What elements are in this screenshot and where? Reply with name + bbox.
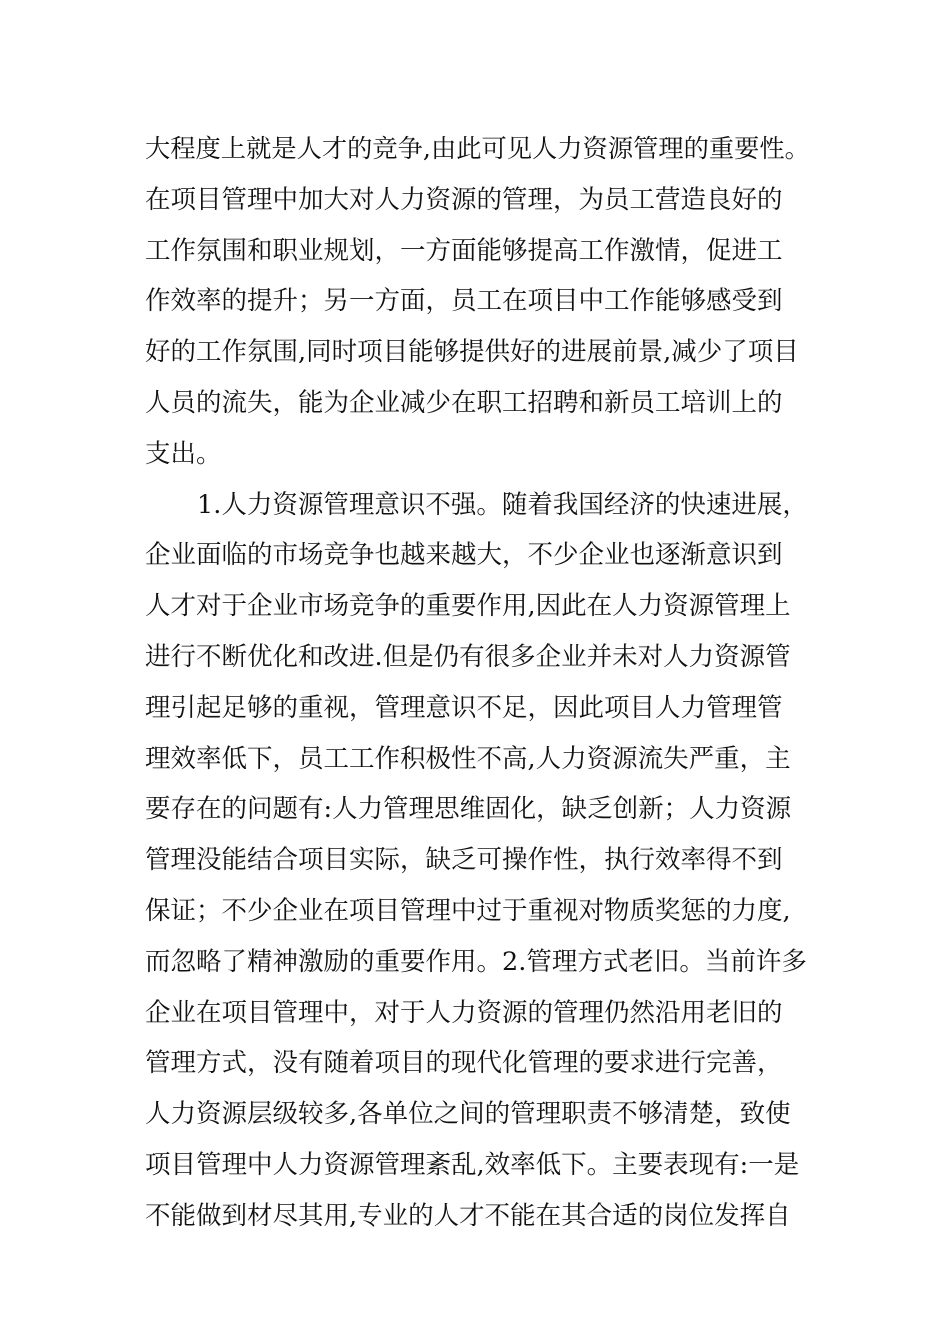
text-line: 进行不断优化和改进.但是仍有很多企业并未对人力资源管 bbox=[145, 641, 791, 672]
text-line: 支出。 bbox=[145, 438, 222, 469]
text-line: 管理没能结合项目实际，缺乏可操作性，执行效率得不到 bbox=[145, 845, 783, 876]
paragraph-start-line: 1.人力资源管理意识不强。随着我国经济的快速进展， bbox=[197, 489, 808, 520]
text-line: 要存在的问题有:人力管理思维固化，缺乏创新；人力资源 bbox=[145, 794, 792, 825]
text-line: 理引起足够的重视，管理意识不足，因此项目人力管理管 bbox=[145, 692, 783, 723]
text-line: 企业在项目管理中，对于人力资源的管理仍然沿用老旧的 bbox=[145, 997, 783, 1028]
text-line: 保证；不少企业在项目管理中过于重视对物质奖惩的力度, bbox=[145, 895, 791, 926]
text-line: 工作氛围和职业规划，一方面能够提高工作激情，促进工 bbox=[145, 235, 783, 266]
text-line: 人才对于企业市场竞争的重要作用,因此在人力资源管理上 bbox=[145, 591, 791, 622]
text-line: 大程度上就是人才的竞争,由此可见人力资源管理的重要性。 bbox=[145, 134, 810, 163]
text-line: 作效率的提升；另一方面，员工在项目中工作能够感受到 bbox=[145, 286, 783, 317]
text-line: 理效率低下，员工工作积极性不高,人力资源流失严重，主 bbox=[145, 743, 791, 774]
text-line: 好的工作氛围,同时项目能够提供好的进展前景,减少了项目 bbox=[145, 337, 799, 368]
text-line: 在项目管理中加大对人力资源的管理，为员工营造良好的 bbox=[145, 184, 783, 215]
text-line: 企业面临的市场竞争也越来越大，不少企业也逐渐意识到 bbox=[145, 540, 783, 571]
body-text bbox=[145, 124, 810, 1242]
text-line: 不能做到材尽其用,专业的人才不能在其合适的岗位发挥自 bbox=[145, 1200, 791, 1231]
text-line: 项目管理中人力资源管理紊乱,效率低下。主要表现有:一是 bbox=[145, 1149, 800, 1180]
text-line: 人力资源层级较多,各单位之间的管理职责不够清楚，致使 bbox=[145, 1099, 791, 1130]
text-line: 而忽略了精神激励的重要作用。2.管理方式老旧。当前许多 bbox=[145, 946, 807, 977]
text-line: 管理方式，没有随着项目的现代化管理的要求进行完善， bbox=[145, 1048, 783, 1079]
text-line: 人员的流失，能为企业减少在职工招聘和新员工培训上的 bbox=[145, 387, 783, 418]
